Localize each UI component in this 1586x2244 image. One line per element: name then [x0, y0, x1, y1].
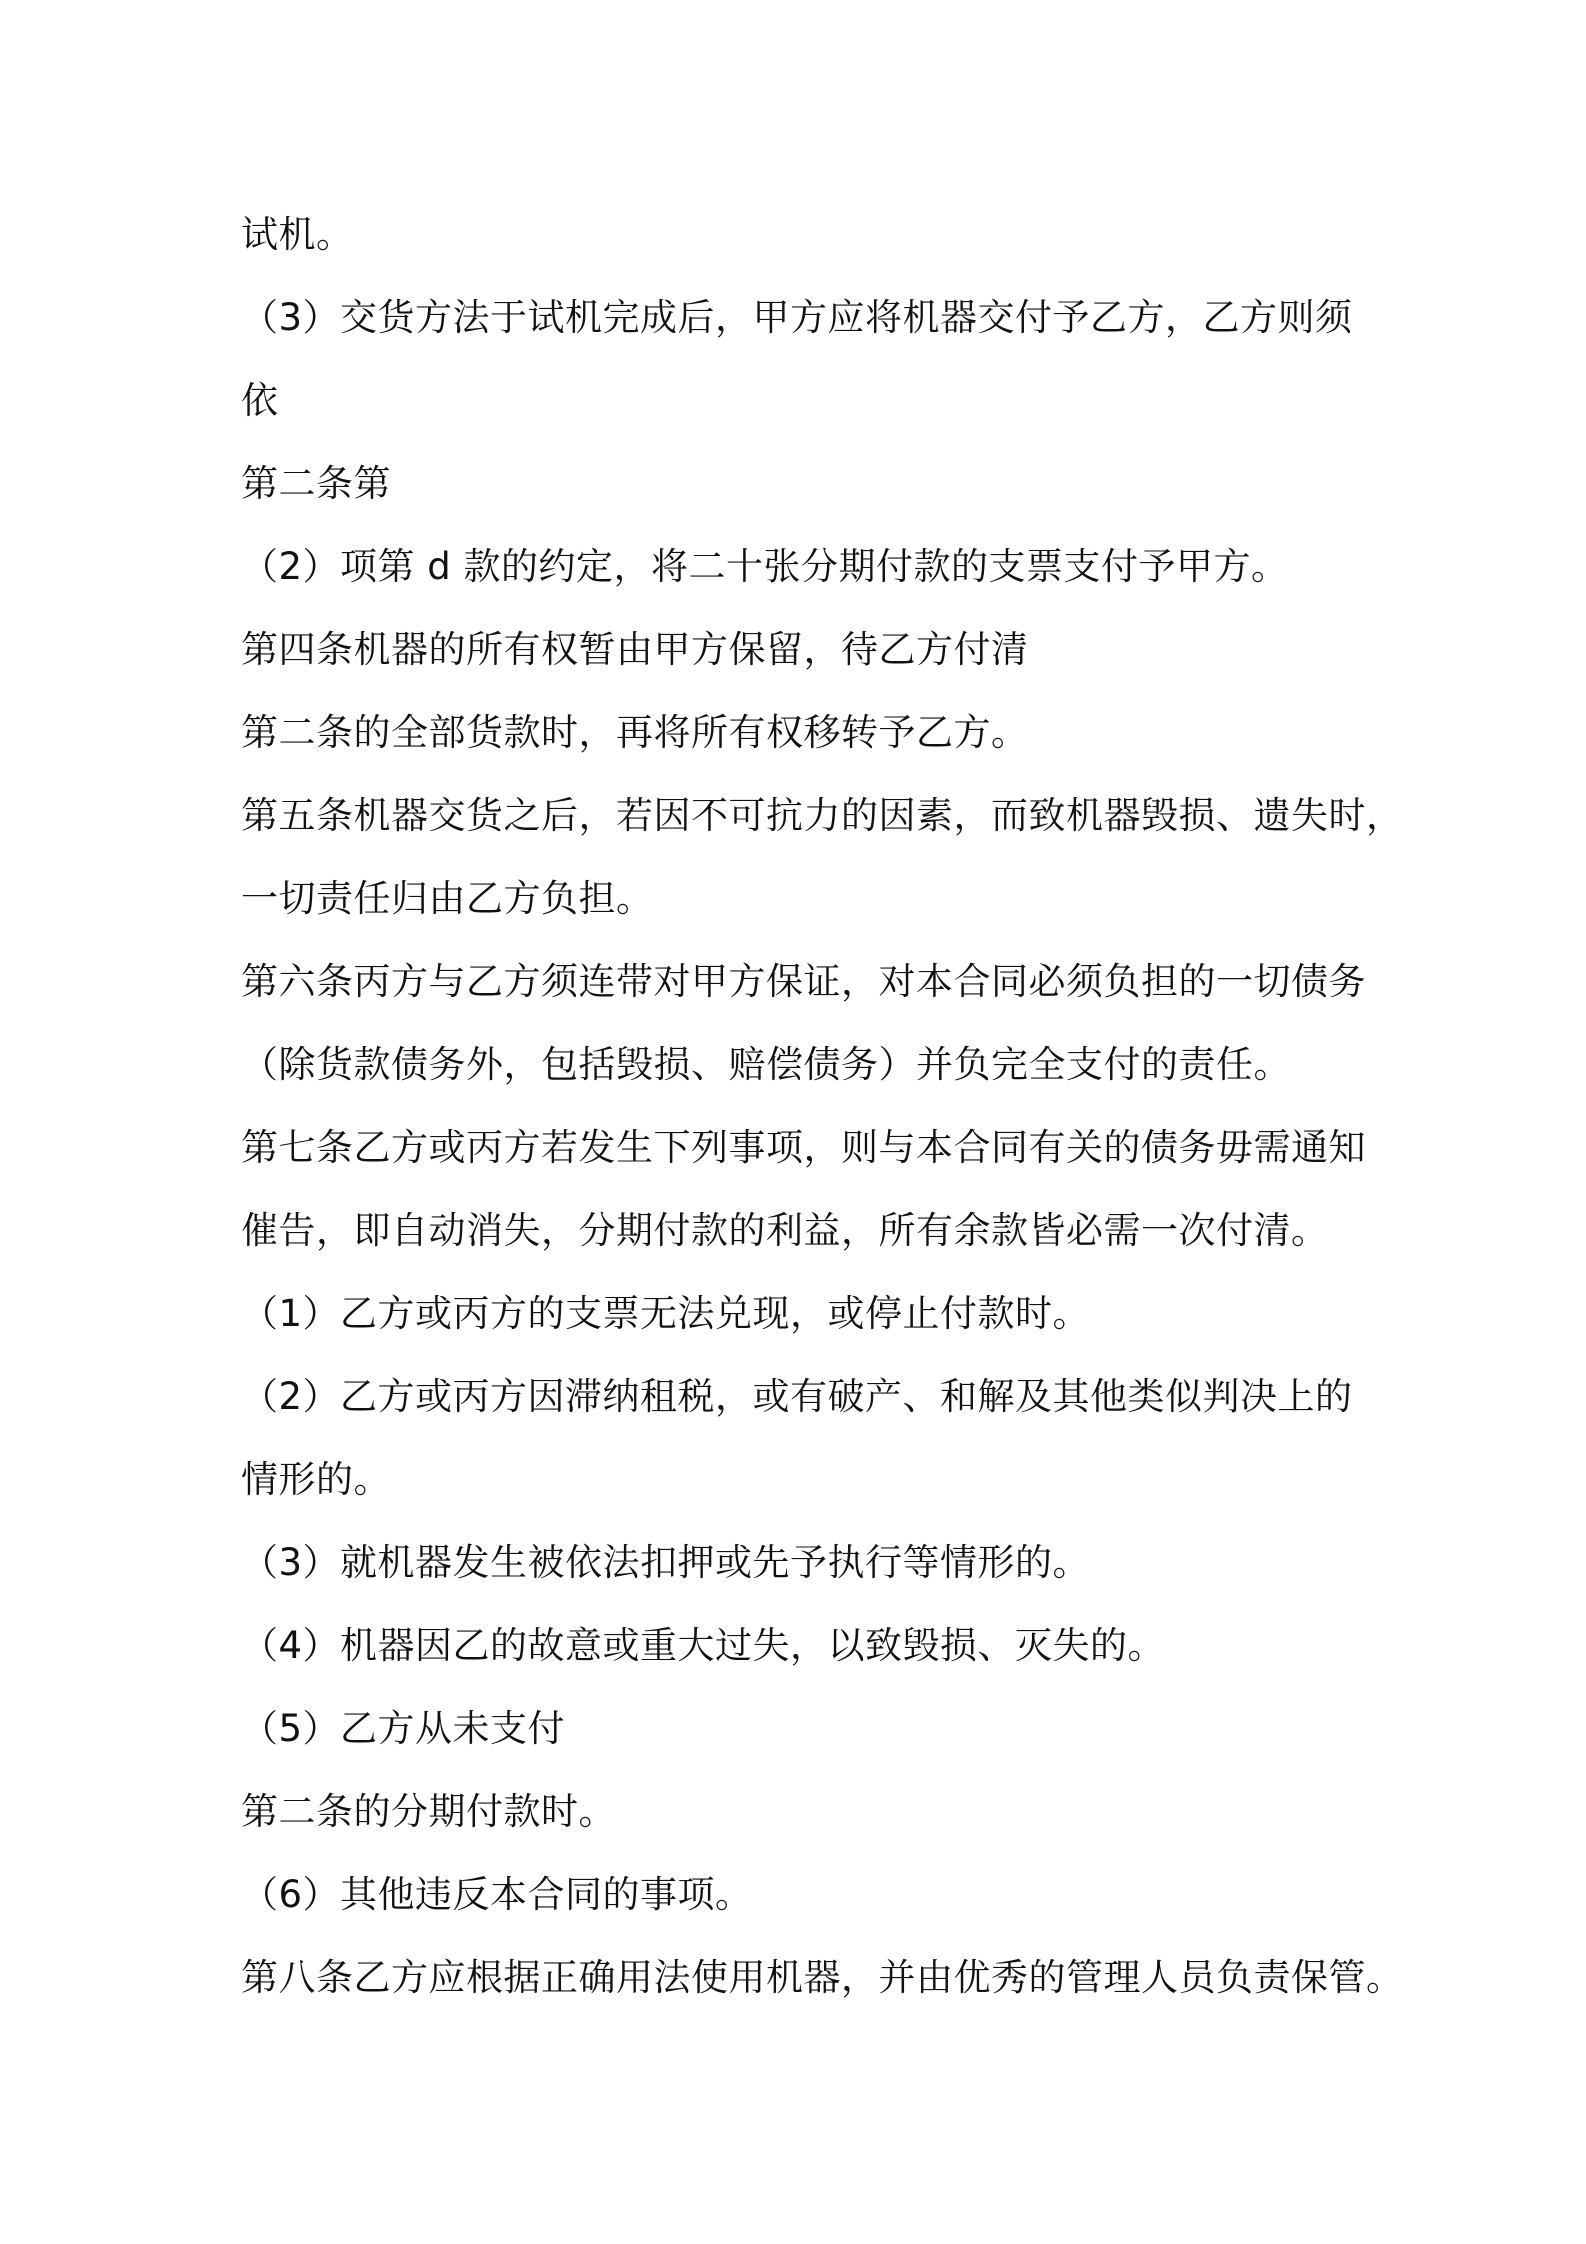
- text-line: 第四条机器的所有权暂由甲方保留，待乙方付清: [241, 628, 1029, 671]
- document-body: [241, 193, 1404, 2019]
- text-line: 情形的。: [241, 1458, 391, 1501]
- text-line: 第八条乙方应根据正确用法使用机器，并由优秀的管理人员负责保管。: [241, 1956, 1404, 1999]
- text-line: 第五条机器交货之后，若因不可抗力的因素，而致机器毁损、遗失时，: [241, 794, 1404, 837]
- text-line: 第二条的分期付款时。: [241, 1790, 616, 1833]
- text-line: 第六条丙方与乙方须连带对甲方保证，对本合同必须负担的一切债务: [241, 960, 1366, 1003]
- text-line: （4）机器因乙的故意或重大过失，以致毁损、灭失的。: [241, 1624, 1166, 1667]
- text-line: （3）交货方法于试机完成后，甲方应将机器交付予乙方，乙方则须: [241, 296, 1353, 339]
- text-line: 催告，即自动消失，分期付款的利益，所有余款皆必需一次付清。: [241, 1209, 1329, 1252]
- text-line: （1）乙方或丙方的支票无法兑现，或停止付款时。: [241, 1292, 1091, 1335]
- text-line: 第二条的全部货款时，再将所有权移转予乙方。: [241, 711, 1029, 754]
- text-line: 一切责任归由乙方负担。: [241, 877, 654, 920]
- text-line: （2）项第 d 款的约定，将二十张分期付款的支票支付予甲方。: [241, 545, 1289, 588]
- text-line: （6）其他违反本合同的事项。: [241, 1873, 753, 1916]
- text-line: （5）乙方从未支付: [241, 1707, 566, 1750]
- text-line: 第二条第: [241, 462, 391, 505]
- text-line: （2）乙方或丙方因滞纳租税，或有破产、和解及其他类似判决上的: [241, 1375, 1353, 1418]
- text-line: 第七条乙方或丙方若发生下列事项，则与本合同有关的债务毋需通知: [241, 1126, 1366, 1169]
- text-line: （3）就机器发生被依法扣押或先予执行等情形的。: [241, 1541, 1091, 1584]
- text-line: （除货款债务外，包括毁损、赔偿债务）并负完全支付的责任。: [241, 1043, 1291, 1086]
- text-line: 试机。: [241, 213, 354, 256]
- text-line: 依: [241, 379, 279, 422]
